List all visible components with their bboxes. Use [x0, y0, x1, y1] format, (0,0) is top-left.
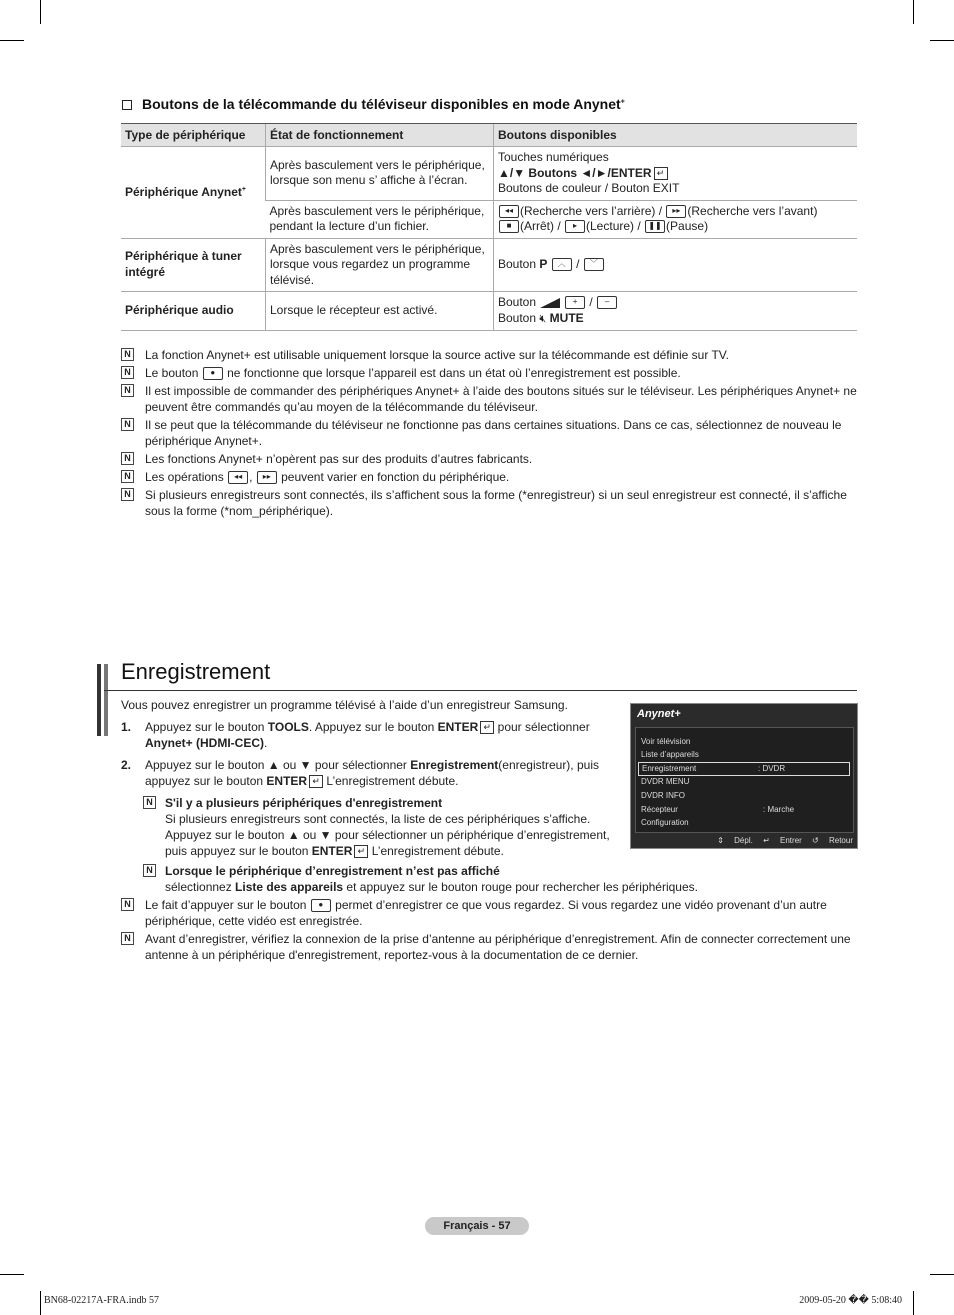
osd-menu-item-selected[interactable]: Enregistrement : DVDR	[638, 762, 850, 776]
buttons-cell: ◂◂ (Recherche vers l’arrière) / ▸▸ (Recherche vers l’avant) ■ (Arrêt) / ▸ (Lecture) / ❚❚ (Pause)	[494, 200, 858, 238]
return-hint: ↺ Retour	[812, 836, 853, 845]
volume-icon	[540, 298, 560, 308]
note-icon: N	[121, 488, 134, 501]
crop-mark	[0, 1274, 24, 1275]
fast-forward-icon: ▸▸	[257, 471, 277, 484]
note-item: N Les opérations ◂◂ , ▸▸ peuvent varier en fonction du périphérique.	[121, 469, 859, 485]
step-2: 2. Appuyez sur le bouton ▲ ou ▼ pour sélectionner Enregistrement(enregistreur), puis appuyez sur le bouton ENTER ↵ L’enregistrement débute.	[121, 758, 599, 788]
note-item: N Il se peut que la télécommande du téléviseur ne fonctionne pas dans certaines situations. Dans ce cas, sélectionnez de nouveau le périphérique Anynet+.	[121, 417, 859, 449]
channel-down-icon: ﹀	[584, 258, 604, 271]
crop-mark	[913, 0, 914, 24]
note-item: N Il est impossible de commander des périphériques Anynet+ à l’aide des boutons situés sur le téléviseur. Les périphériques Anynet+ ne peuvent être commandés qu’au moyen de la télécommande du téléviseur.	[121, 383, 859, 415]
section-bar	[104, 664, 108, 736]
note-icon: N	[121, 452, 134, 465]
section-bar	[97, 664, 101, 736]
note-icon: N	[121, 418, 134, 431]
enter-hint: ↵ Entrer	[763, 836, 802, 845]
table-header: Boutons disponibles	[494, 124, 858, 147]
device-type-cell: Périphérique Anynet+	[121, 147, 266, 239]
record-icon: ●	[203, 367, 223, 380]
state-cell: Après basculement vers le périphérique, lorsque son menu s’ affiche à l’écran.	[266, 147, 494, 201]
page-number: Français - 57	[425, 1217, 529, 1235]
volume-up-icon: +	[565, 296, 585, 309]
print-date: 2009-05-20 �� 5:08:40	[799, 1295, 902, 1306]
fast-forward-icon: ▸▸	[666, 205, 686, 218]
note-item: N Le fait d’appuyer sur le bouton ● permet d’enregistrer ce que vous regardez. Si vous regardez une vidéo provenant d’un autre périphérique, cette vidéo est enregistrée.	[121, 897, 859, 929]
rewind-icon: ◂◂	[499, 205, 519, 218]
buttons-cell	[494, 147, 858, 201]
section-heading: Boutons de la télécommande du téléviseur disponibles en mode Anynet+	[122, 96, 625, 112]
note-item: N Si plusieurs enregistreurs sont connectés, ils s’affichent sous la forme (*enregistreur) si un seul enregistreur est connecté, il s’affiche sous la forme (*nom_périphérique).	[121, 487, 859, 519]
note-item: N Les fonctions Anynet+ n’opèrent pas sur des produits d’autres fabricants.	[121, 451, 859, 467]
osd-menu-panel	[635, 727, 854, 833]
page-title: Enregistrement	[121, 659, 271, 684]
note-icon: N	[121, 470, 134, 483]
crop-mark	[930, 40, 954, 41]
intro-text: Vous pouvez enregistrer un programme télévisé à l’aide d’un enregistreur Samsung.	[121, 698, 568, 712]
crop-mark	[913, 1291, 914, 1315]
device-table	[121, 123, 857, 331]
title-divider	[104, 690, 857, 691]
volume-down-icon: –	[597, 296, 617, 309]
osd-menu-item[interactable]: DVDR INFO	[641, 791, 685, 800]
print-file-info: BN68-02217A-FRA.indb 57	[44, 1295, 160, 1306]
play-icon: ▸	[565, 220, 585, 233]
note-item: N Avant d’enregistrer, vérifiez la connexion de la prise d’antenne au périphérique d’enregistrement. Afin de connecter correctement une antenne à un périphérique d'enregistrement, reportez-vous à la documentation de ce dernier.	[121, 931, 859, 963]
enter-icon: ↵	[309, 775, 323, 788]
device-type-cell: Périphérique à tuner intégré	[121, 238, 266, 292]
record-icon: ●	[311, 899, 331, 912]
osd-menu-item[interactable]: Configuration	[641, 818, 689, 827]
note-icon: N	[121, 348, 134, 361]
table-row	[121, 238, 857, 292]
note-icon: N	[143, 796, 156, 809]
enter-icon: ↵	[654, 167, 668, 180]
osd-menu-item[interactable]: Récepteur : Marche	[641, 805, 795, 814]
checkbox-bullet-icon	[122, 100, 132, 110]
note-item: N La fonction Anynet+ est utilisable uniquement lorsque la source active sur la télécommande est définie sur TV.	[121, 347, 859, 363]
channel-up-icon: ︿	[552, 258, 572, 271]
state-cell: Lorsque le récepteur est activé.	[266, 292, 494, 331]
anynet-logo: Anynet+	[637, 708, 681, 720]
enter-icon: ↵	[354, 845, 368, 858]
device-type-cell: Périphérique audio	[121, 292, 266, 331]
state-cell: Après basculement vers le périphérique, pendant la lecture d’un fichier.	[266, 200, 494, 238]
table-header: État de fonctionnement	[266, 124, 494, 147]
table-header: Type de périphérique	[121, 124, 266, 147]
buttons-cell: Bouton + / – Bouton 🔇︎ MUTE	[494, 292, 858, 331]
anynet-osd-menu	[630, 703, 858, 849]
osd-menu-item[interactable]: Voir télévision	[641, 737, 691, 746]
sub-note: N S'il y a plusieurs périphériques d'enregistrement Si plusieurs enregistreurs sont connectés, la liste de ces périphériques s’affiche. Appuyez sur le bouton ▲ ou ▼ pour sélectionner un périphérique d’enregistrement, puis appuyez sur le bouton ENTER ↵ L’enregistrement débute.	[121, 795, 621, 859]
note-icon: N	[121, 932, 134, 945]
note-item: N Le bouton ● ne fonctionne que lorsque l’appareil est dans un état où l’enregistrement est possible.	[121, 365, 859, 381]
crop-mark	[0, 40, 24, 41]
enter-icon: ↵	[480, 721, 494, 734]
table-row	[121, 292, 857, 331]
buttons-text: Boutons de couleur / Bouton EXIT	[498, 181, 680, 195]
crop-mark	[40, 1291, 41, 1315]
note-icon: N	[121, 898, 134, 911]
mute-icon: 🔇︎	[539, 312, 547, 325]
step-1: 1. Appuyez sur le bouton TOOLS. Appuyez sur le bouton ENTER ↵ pour sélectionner Anynet+ (HDMI-CEC).	[121, 720, 590, 750]
osd-menu-item[interactable]: DVDR MENU	[641, 777, 690, 786]
note-icon: N	[121, 366, 134, 379]
move-hint: ⇕ Dépl.	[717, 836, 753, 845]
notes-list	[121, 347, 859, 521]
osd-footer	[709, 836, 853, 845]
crop-mark	[40, 0, 41, 24]
note-icon: N	[143, 864, 156, 877]
osd-menu-item[interactable]: Liste d’appareils	[641, 750, 699, 759]
sub-note: N Lorsque le périphérique d’enregistrement n’est pas affiché sélectionnez Liste des appareils et appuyez sur le bouton rouge pour rechercher les périphériques.	[121, 863, 845, 895]
crop-mark	[930, 1274, 954, 1275]
note-icon: N	[121, 384, 134, 397]
state-cell: Après basculement vers le périphérique, lorsque vous regardez un programme télévisé.	[266, 238, 494, 292]
pause-icon: ❚❚	[645, 220, 665, 233]
stop-icon: ■	[499, 220, 519, 233]
notes-list	[121, 897, 859, 965]
rewind-icon: ◂◂	[228, 471, 248, 484]
buttons-text: Touches numériques	[498, 150, 609, 164]
table-header-row	[121, 124, 857, 147]
table-row	[121, 147, 857, 201]
buttons-text: ▲/▼ Boutons ◄/►/ENTER ↵	[498, 166, 853, 182]
buttons-cell: Bouton P ︿ / ﹀	[494, 238, 858, 292]
